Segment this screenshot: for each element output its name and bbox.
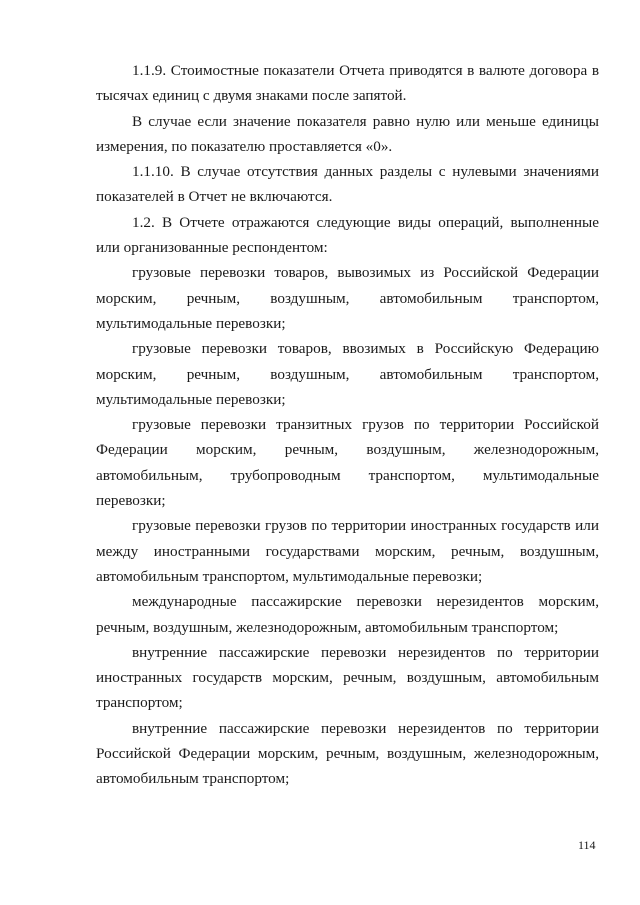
list-item-export-freight: грузовые перевозки товаров, вывозимых из Российской Федерации морским, речным, воздушным, автомобильным транспортом, мультимодальные перевозки; [96, 264, 599, 332]
paragraph-1-1-9: 1.1.9. Стоимостные показатели Отчета приводятся в валюте договора в тысячах единиц с двумя знаками после запятой. [96, 62, 599, 105]
page-number: 114 [578, 838, 596, 852]
paragraph-1-1-10: 1.1.10. В случае отсутствия данных разделы с нулевыми значениями показателей в Отчет не включаются. [96, 163, 599, 206]
paragraph-1-2: 1.2. В Отчете отражаются следующие виды операций, выполненные или организованные респондентом: [96, 213, 599, 257]
document-body [96, 58, 599, 792]
list-item-transit-freight: грузовые перевозки транзитных грузов по территории Российской Федерации морским, речным, воздушным, железнодорожным, автомобильным, трубопроводным транспортом, мультимодальные перевозки; [96, 416, 599, 510]
list-item-international-passenger: международные пассажирские перевозки нерезидентов морским, речным, воздушным, железнодорожным, автомобильным транспортом; [96, 593, 599, 636]
list-item-domestic-passenger-russia: внутренние пассажирские перевозки нерезидентов по территории Российской Федерации морским, речным, воздушным, железнодорожным, автомобильным транспортом; [96, 719, 599, 788]
paragraph-zero-value-rule: В случае если значение показателя равно нулю или меньше единицы измерения, по показателю проставляется «0». [96, 112, 599, 155]
list-item-import-freight: грузовые перевозки товаров, ввозимых в Российскую Федерацию морским, речным, воздушным, автомобильным транспортом, мультимодальные перевозки; [96, 340, 599, 408]
list-item-foreign-freight: грузовые перевозки грузов по территории иностранных государств или между иностранными государствами морским, речным, воздушным, автомобильным транспортом, мультимодальные перевозки; [96, 517, 599, 585]
list-item-domestic-passenger-foreign: внутренние пассажирские перевозки нерезидентов по территории иностранных государств морским, речным, воздушным, автомобильным транспортом; [96, 643, 599, 712]
